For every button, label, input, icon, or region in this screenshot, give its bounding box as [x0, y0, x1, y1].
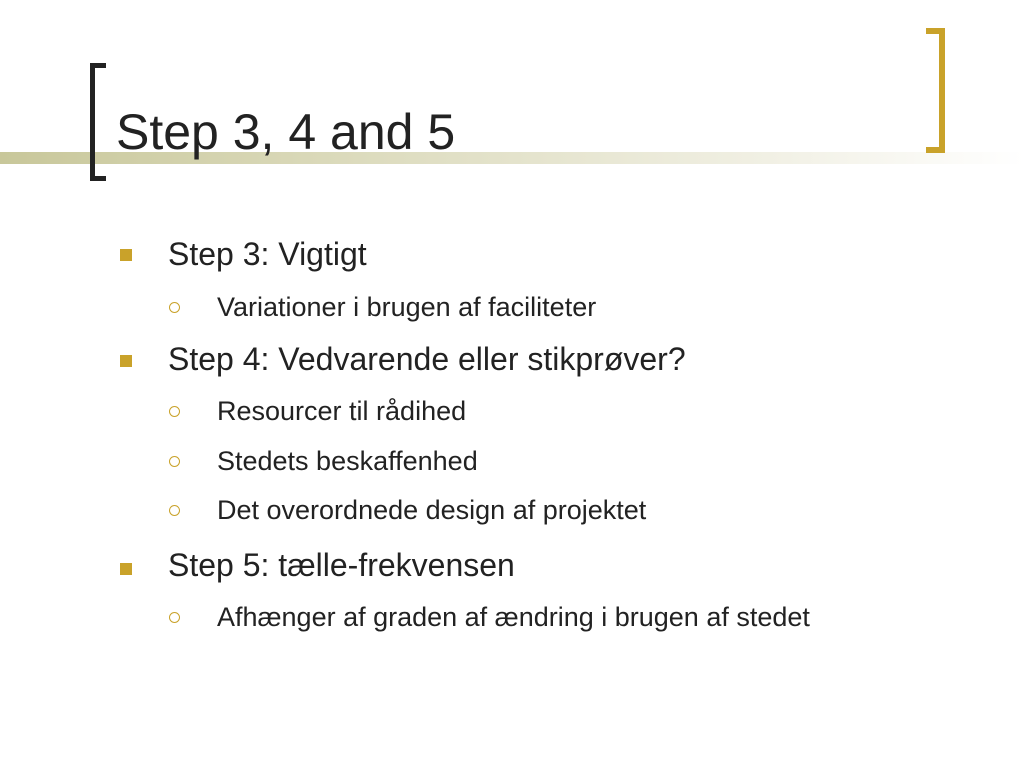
sub-bullet-item: Afhænger af graden af ændring i brugen af stedet	[217, 602, 810, 632]
bullet-item: Step 5: tælle-frekvensen	[168, 547, 515, 583]
sub-bullet-circle-icon	[169, 406, 180, 417]
bullet-item: Step 3: Vigtigt	[168, 236, 367, 272]
sub-bullet-item: Det overordnede design af projektet	[217, 495, 647, 525]
sub-bullet-item: Resourcer til rådihed	[217, 396, 467, 426]
bullet-square-icon	[120, 249, 132, 261]
sub-bullet-circle-icon	[169, 456, 180, 467]
slide-title: Step 3, 4 and 5	[116, 104, 456, 160]
sub-bullet-circle-icon	[169, 505, 180, 516]
sub-bullet-item: Stedets beskaffenhed	[217, 446, 478, 476]
bullet-item: Step 4: Vedvarende eller stikprøver?	[168, 341, 686, 377]
bullet-square-icon	[120, 563, 132, 575]
sub-bullet-circle-icon	[169, 612, 180, 623]
sub-bullet-item: Variationer i brugen af faciliteter	[217, 292, 597, 322]
sub-bullet-circle-icon	[169, 302, 180, 313]
bullet-square-icon	[120, 355, 132, 367]
